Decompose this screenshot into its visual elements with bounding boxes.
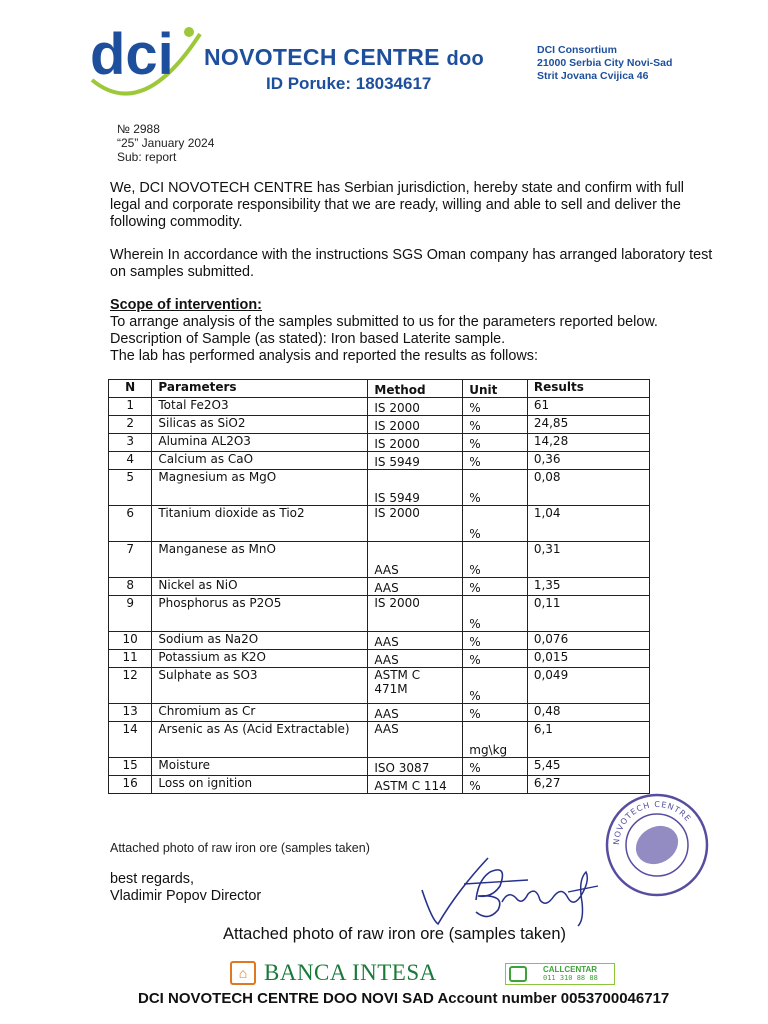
consortium-line-2: 21000 Serbia City Novi-Sad — [537, 57, 673, 69]
scope-line-1: To arrange analysis of the samples submitted to us for the parameters reported below. — [110, 314, 658, 330]
cell-n: 5 — [109, 470, 152, 506]
cell-n: 13 — [109, 704, 152, 722]
table-row — [109, 758, 650, 776]
cell-parameter: Sulphate as SO3 — [152, 668, 368, 704]
cell-parameter: Manganese as MnO — [152, 542, 368, 578]
table-row — [109, 596, 650, 632]
dci-logo-graphic — [88, 22, 203, 102]
results-table — [108, 379, 650, 794]
cell-result: 14,28 — [527, 434, 649, 452]
cell-method: ISO 3087 — [368, 758, 463, 776]
table-row — [109, 650, 650, 668]
cell-result: 0,31 — [527, 542, 649, 578]
cell-parameter: Sodium as Na2O — [152, 632, 368, 650]
cell-method: IS 5949 — [368, 470, 463, 506]
cell-parameter: Moisture — [152, 758, 368, 776]
table-row — [109, 704, 650, 722]
cell-parameter: Chromium as Cr — [152, 704, 368, 722]
cell-n: 14 — [109, 722, 152, 758]
cell-method: AAS — [368, 704, 463, 722]
cell-method: IS 2000 — [368, 416, 463, 434]
dci-logo — [88, 22, 203, 102]
message-id: ID Poruke: 18034617 — [266, 74, 432, 93]
company-stamp — [604, 792, 710, 898]
director-signature — [418, 850, 608, 928]
instructions-paragraph: Wherein In accordance with the instructions SGS Oman company has arranged laboratory test on samples submitted. — [110, 247, 713, 280]
cell-unit: % — [463, 506, 528, 542]
cell-method — [368, 668, 463, 704]
cell-result: 0,11 — [527, 596, 649, 632]
cell-unit: % — [463, 452, 528, 470]
consortium-address — [537, 44, 672, 83]
bank-name: BANCA INTESA — [264, 960, 437, 985]
scope-line-2: Description of Sample (as stated): Iron based Laterite sample. — [110, 331, 506, 347]
cell-parameter: Nickel as NiO — [152, 578, 368, 596]
banca-intesa-logo — [230, 960, 437, 986]
cell-parameter: Potassium as K2O — [152, 650, 368, 668]
cell-unit: % — [463, 542, 528, 578]
cell-n: 12 — [109, 668, 152, 704]
table-row — [109, 506, 650, 542]
scope-title: Scope of intervention: — [110, 297, 262, 313]
cell-n: 7 — [109, 542, 152, 578]
cell-result: 1,35 — [527, 578, 649, 596]
cell-result: 0,08 — [527, 470, 649, 506]
cell-method: IS 2000 — [368, 398, 463, 416]
header-unit: Unit — [463, 380, 528, 398]
cell-unit: % — [463, 704, 528, 722]
table-row — [109, 776, 650, 794]
cell-method: IS 2000 — [368, 596, 463, 632]
cell-unit: % — [463, 398, 528, 416]
table-row — [109, 578, 650, 596]
header-parameters: Parameters — [152, 380, 368, 398]
cell-unit: mg\kg — [463, 722, 528, 758]
signatory-name: Vladimir Popov Director — [110, 888, 262, 904]
scope-section — [110, 297, 715, 365]
consortium-line-1: DCI Consortium — [537, 44, 617, 56]
cell-n: 1 — [109, 398, 152, 416]
header-method: Method — [368, 380, 463, 398]
cell-method: AAS — [368, 542, 463, 578]
document-subject: Sub: report — [117, 150, 177, 164]
cell-parameter: Phosphorus as P2O5 — [152, 596, 368, 632]
cell-unit: % — [463, 416, 528, 434]
cell-unit: % — [463, 578, 528, 596]
cell-n: 6 — [109, 506, 152, 542]
cell-result: 1,04 — [527, 506, 649, 542]
cell-method: AAS — [368, 722, 463, 758]
cell-method: IS 2000 — [368, 434, 463, 452]
signature-graphic — [418, 850, 608, 928]
table-row — [109, 434, 650, 452]
cell-result: 0,48 — [527, 704, 649, 722]
cell-parameter: Arsenic as As (Acid Extractable) — [152, 722, 368, 758]
cell-parameter: Loss on ignition — [152, 776, 368, 794]
cell-n: 11 — [109, 650, 152, 668]
cell-result: 61 — [527, 398, 649, 416]
company-name — [204, 44, 484, 71]
stamp-text: NOVOTECH CENTRE — [611, 799, 693, 846]
cell-parameter: Total Fe2O3 — [152, 398, 368, 416]
cell-result: 6,1 — [527, 722, 649, 758]
callcentar-number: 011 310 88 88 — [543, 974, 598, 982]
company-suffix: doo — [446, 48, 485, 70]
cell-n: 15 — [109, 758, 152, 776]
cell-method: AAS — [368, 578, 463, 596]
cell-method-line-1: ASTM C — [374, 668, 421, 682]
cell-n: 2 — [109, 416, 152, 434]
bank-house-icon: ⌂ — [230, 961, 256, 985]
company-name-main: NOVOTECH CENTRE — [204, 44, 440, 70]
cell-result: 6,27 — [527, 776, 649, 794]
closing-regards: best regards, — [110, 871, 194, 887]
cell-n: 3 — [109, 434, 152, 452]
table-header-row — [109, 380, 650, 398]
document-date: “25” January 2024 — [117, 136, 215, 150]
stamp-graphic — [604, 792, 710, 898]
document-number: № 2988 — [117, 122, 160, 136]
cell-method: ASTM C 114 — [368, 776, 463, 794]
cell-method: IS 5949 — [368, 452, 463, 470]
cell-n: 9 — [109, 596, 152, 632]
attached-photo-caption: Attached photo of raw iron ore (samples taken) — [223, 925, 567, 943]
table-row — [109, 722, 650, 758]
callcentar-badge — [505, 963, 615, 985]
phone-icon — [509, 966, 527, 982]
table-row — [109, 668, 650, 704]
cell-n: 16 — [109, 776, 152, 794]
scope-line-3: The lab has performed analysis and reported the results as follows: — [110, 348, 538, 364]
cell-parameter: Alumina AL2O3 — [152, 434, 368, 452]
consortium-line-3: Strit Jovana Cvijica 46 — [537, 70, 649, 82]
cell-n: 4 — [109, 452, 152, 470]
table-row — [109, 416, 650, 434]
table-row — [109, 398, 650, 416]
cell-unit: % — [463, 470, 528, 506]
closing — [110, 871, 261, 905]
header-results: Results — [527, 380, 649, 398]
cell-method: AAS — [368, 650, 463, 668]
cell-parameter: Titanium dioxide as Tio2 — [152, 506, 368, 542]
cell-method-line-2: 471M — [374, 682, 408, 696]
cell-n: 10 — [109, 632, 152, 650]
cell-method: IS 2000 — [368, 506, 463, 542]
cell-unit: % — [463, 758, 528, 776]
attached-photo-note: Attached photo of raw iron ore (samples taken) — [110, 841, 370, 855]
cell-result: 24,85 — [527, 416, 649, 434]
cell-parameter: Magnesium as MgO — [152, 470, 368, 506]
cell-parameter: Calcium as CaO — [152, 452, 368, 470]
table-row — [109, 452, 650, 470]
cell-result: 5,45 — [527, 758, 649, 776]
cell-unit: % — [463, 632, 528, 650]
cell-result: 0,36 — [527, 452, 649, 470]
callcentar-label: CALLCENTAR — [543, 965, 598, 974]
cell-result: 0,049 — [527, 668, 649, 704]
cell-unit: % — [463, 776, 528, 794]
document-meta — [117, 122, 214, 164]
table-row — [109, 470, 650, 506]
cell-unit: % — [463, 668, 528, 704]
cell-result: 0,076 — [527, 632, 649, 650]
cell-n: 8 — [109, 578, 152, 596]
header-n: N — [109, 380, 152, 398]
bank-account-line: DCI NOVOTECH CENTRE DOO NOVI SAD Account number 0053700046717 — [138, 990, 670, 1007]
cell-method: AAS — [368, 632, 463, 650]
table-row — [109, 632, 650, 650]
cell-unit: % — [463, 650, 528, 668]
cell-parameter: Silicas as SiO2 — [152, 416, 368, 434]
cell-unit: % — [463, 596, 528, 632]
intro-paragraph: We, DCI NOVOTECH CENTRE has Serbian jurisdiction, hereby state and confirm with full legal and corporate responsibility that we are ready, willing and able to sell and deliver the following commodity. — [110, 180, 684, 230]
cell-unit: % — [463, 434, 528, 452]
cell-result: 0,015 — [527, 650, 649, 668]
logo-text: dci — [90, 22, 174, 87]
table-row — [109, 542, 650, 578]
